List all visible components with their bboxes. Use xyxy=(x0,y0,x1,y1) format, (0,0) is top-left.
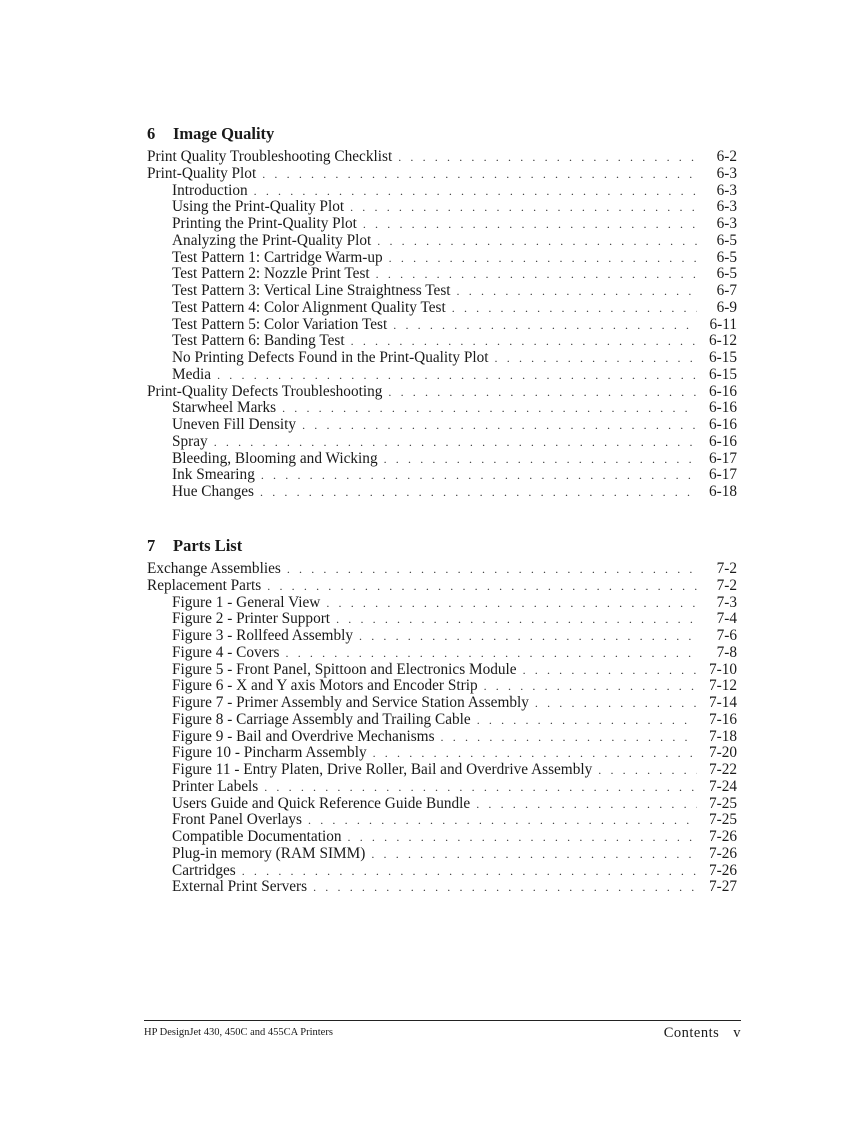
toc-entry-page: 7-3 xyxy=(716,593,737,611)
toc-entry-page: 7-18 xyxy=(708,727,737,745)
toc-entry-title: Figure 1 - General View xyxy=(172,593,321,611)
toc-entry-title: Replacement Parts xyxy=(147,576,262,594)
toc-entry[interactable] xyxy=(147,266,737,283)
toc-entry[interactable] xyxy=(147,695,737,712)
toc-entry-title: Compatible Documentation xyxy=(172,828,342,845)
toc-entry[interactable] xyxy=(147,645,737,662)
toc-entry-title: Front Panel Overlays xyxy=(172,811,303,829)
toc-entry-title: Figure 2 - Printer Support xyxy=(172,610,331,628)
toc-entry-title: Bleeding, Blooming and Wicking xyxy=(172,449,378,467)
toc-entry[interactable] xyxy=(147,796,737,813)
toc-entry[interactable] xyxy=(147,595,737,612)
dot-leader xyxy=(254,183,697,200)
toc-entry[interactable] xyxy=(147,762,737,779)
toc-entry-page: 7-26 xyxy=(708,861,737,879)
toc-section-7 xyxy=(147,536,737,896)
toc-entry[interactable] xyxy=(147,233,737,250)
toc-entry-list xyxy=(147,561,737,896)
toc-entry-title: Test Pattern 5: Color Variation Test xyxy=(172,315,388,333)
toc-entry-title: Introduction xyxy=(172,181,248,199)
toc-entry-title: Print Quality Troubleshooting Checklist xyxy=(147,148,393,165)
dot-leader xyxy=(441,729,697,746)
toc-entry-page: 6-12 xyxy=(708,332,737,350)
toc-entry-title: Using the Print-Quality Plot xyxy=(172,198,345,216)
toc-entry[interactable] xyxy=(147,300,737,317)
dot-leader xyxy=(350,199,697,216)
toc-entry-title: Figure 5 - Front Panel, Spittoon and Electronics Module xyxy=(172,660,517,678)
toc-entry[interactable] xyxy=(147,400,737,417)
toc-entry-title: Figure 3 - Rollfeed Assembly xyxy=(172,627,353,644)
toc-entry-page: 7-4 xyxy=(716,610,737,628)
toc-entry-page: 7-16 xyxy=(708,710,737,728)
toc-entry-page: 6-15 xyxy=(708,365,737,383)
toc-entry-page: 7-2 xyxy=(716,576,737,594)
toc-entry[interactable] xyxy=(147,317,737,334)
toc-entry-page: 7-26 xyxy=(708,828,737,845)
toc-entry-page: 7-14 xyxy=(708,694,737,711)
toc-entry-page: 7-12 xyxy=(708,677,737,695)
footer-page-label xyxy=(664,1025,741,1042)
dot-leader xyxy=(371,846,697,863)
toc-entry[interactable] xyxy=(147,745,737,762)
toc-entry-title: Figure 9 - Bail and Overdrive Mechanisms xyxy=(172,727,435,745)
toc-entry[interactable] xyxy=(147,879,737,896)
toc-entry-page: 6-5 xyxy=(716,265,737,283)
toc-entry-page: 6-3 xyxy=(716,181,737,199)
section-number: 7 xyxy=(147,536,156,555)
dot-leader xyxy=(348,829,697,846)
toc-entry-page: 7-8 xyxy=(716,643,737,661)
toc-entry[interactable] xyxy=(147,384,737,401)
toc-entry-page: 7-6 xyxy=(716,627,737,644)
toc-entry-title: Print-Quality Defects Troubleshooting xyxy=(147,382,383,400)
toc-entry-title: Print-Quality Plot xyxy=(147,164,257,182)
toc-entry-title: Media xyxy=(172,365,212,383)
toc-entry[interactable] xyxy=(147,199,737,216)
toc-entry-title: Test Pattern 1: Cartridge Warm-up xyxy=(172,248,383,266)
toc-entry-page: 6-5 xyxy=(716,231,737,249)
dot-leader xyxy=(457,283,697,300)
dot-leader xyxy=(302,417,697,434)
toc-entry-title: Uneven Fill Density xyxy=(172,416,297,433)
toc-entry[interactable] xyxy=(147,149,737,166)
toc-entry-page: 7-27 xyxy=(708,878,737,896)
footer-divider xyxy=(144,1020,741,1021)
toc-entry[interactable] xyxy=(147,779,737,796)
toc-entry-page: 7-10 xyxy=(708,660,737,678)
dot-leader xyxy=(598,762,697,779)
toc-entry[interactable] xyxy=(147,166,737,183)
toc-entry[interactable] xyxy=(147,611,737,628)
toc-entry[interactable] xyxy=(147,484,737,501)
toc-entry[interactable] xyxy=(147,578,737,595)
dot-leader xyxy=(326,595,697,612)
toc-entry-title: Test Pattern 2: Nozzle Print Test xyxy=(172,265,370,283)
toc-entry-title: Printer Labels xyxy=(172,777,259,795)
dot-leader xyxy=(282,400,697,417)
toc-entry-title: Starwheel Marks xyxy=(172,399,277,417)
section-number: 6 xyxy=(147,124,156,143)
toc-entry-page: 6-16 xyxy=(708,432,737,450)
dot-leader xyxy=(398,149,697,166)
dot-leader xyxy=(267,578,697,595)
dot-leader xyxy=(264,779,697,796)
toc-entry-page: 7-22 xyxy=(708,761,737,778)
toc-entry-page: 7-24 xyxy=(708,777,737,795)
toc-entry-page: 7-2 xyxy=(716,560,737,577)
toc-entry-list xyxy=(147,149,737,501)
toc-entry-title: Test Pattern 4: Color Alignment Quality Test xyxy=(172,298,446,316)
dot-leader xyxy=(308,812,697,829)
footer-document-title: HP DesignJet 430, 450C and 455CA Printers xyxy=(144,1027,333,1038)
dot-leader xyxy=(389,250,697,267)
toc-entry-page: 7-25 xyxy=(708,794,737,812)
toc-entry-page: 6-9 xyxy=(716,298,737,316)
dot-leader xyxy=(214,434,697,451)
toc-entry-title: Analyzing the Print-Quality Plot xyxy=(172,231,372,249)
toc-entry-page: 6-16 xyxy=(708,399,737,417)
dot-leader xyxy=(477,712,697,729)
toc-entry[interactable] xyxy=(147,434,737,451)
toc-entry-page: 6-17 xyxy=(708,449,737,467)
toc-entry-title: Figure 10 - Pincharm Assembly xyxy=(172,744,367,762)
dot-leader xyxy=(393,317,697,334)
toc-entry-title: Figure 8 - Carriage Assembly and Trailing Cable xyxy=(172,710,471,728)
toc-entry[interactable] xyxy=(147,250,737,267)
dot-leader xyxy=(373,745,697,762)
toc-entry[interactable] xyxy=(147,283,737,300)
dot-leader xyxy=(495,350,697,367)
dot-leader xyxy=(351,333,697,350)
toc-entry[interactable] xyxy=(147,678,737,695)
toc-entry[interactable] xyxy=(147,451,737,468)
toc-entry-page: 6-3 xyxy=(716,164,737,182)
footer-page-number: v xyxy=(733,1025,741,1041)
toc-entry[interactable] xyxy=(147,812,737,829)
dot-leader xyxy=(217,367,697,384)
toc-entry-page: 6-2 xyxy=(716,148,737,165)
toc-entry-page: 6-7 xyxy=(716,282,737,299)
toc-entry[interactable] xyxy=(147,216,737,233)
toc-section-6 xyxy=(147,124,737,501)
toc-entry-title: Test Pattern 3: Vertical Line Straightness Test xyxy=(172,282,451,299)
dot-leader xyxy=(262,166,697,183)
toc-entry-page: 6-16 xyxy=(708,416,737,433)
dot-leader xyxy=(313,879,697,896)
dot-leader xyxy=(452,300,697,317)
toc-entry-title: External Print Servers xyxy=(172,878,308,896)
toc-entry-title: Figure 4 - Covers xyxy=(172,643,280,661)
toc-entry-title: Exchange Assemblies xyxy=(147,560,281,577)
toc-entry-page: 6-15 xyxy=(708,349,737,366)
toc-entry-page: 6-16 xyxy=(708,382,737,400)
toc-entry[interactable] xyxy=(147,863,737,880)
toc-entry-title: Ink Smearing xyxy=(172,466,255,484)
toc-entry-page: 6-18 xyxy=(708,483,737,500)
toc-entry[interactable] xyxy=(147,333,737,350)
toc-entry-page: 6-5 xyxy=(716,248,737,266)
dot-leader xyxy=(261,467,697,484)
toc-entry-title: Spray xyxy=(172,432,208,450)
toc-entry-page: 7-25 xyxy=(708,811,737,829)
toc-entry[interactable] xyxy=(147,561,737,578)
toc-entry-title: Figure 6 - X and Y axis Motors and Encoder Strip xyxy=(172,677,478,695)
dot-leader xyxy=(535,695,697,712)
toc-entry[interactable] xyxy=(147,367,737,384)
toc-entry-title: Figure 7 - Primer Assembly and Service Station Assembly xyxy=(172,694,529,711)
section-heading xyxy=(147,124,737,146)
toc-entry-page: 6-3 xyxy=(716,198,737,216)
dot-leader xyxy=(336,611,697,628)
toc-entry-page: 7-26 xyxy=(708,844,737,862)
toc-entry-page: 6-11 xyxy=(709,315,737,333)
toc-entry-title: Figure 11 - Entry Platen, Drive Roller, Bail and Overdrive Assembly xyxy=(172,761,593,778)
toc-entry[interactable] xyxy=(147,662,737,679)
toc-entry-page: 7-20 xyxy=(708,744,737,762)
dot-leader xyxy=(476,796,697,813)
section-title: Image Quality xyxy=(173,124,275,143)
toc-entry-page: 6-3 xyxy=(716,215,737,232)
toc-entry-page: 6-17 xyxy=(708,466,737,484)
toc-entry-title: Users Guide and Quick Reference Guide Bundle xyxy=(172,794,471,812)
dot-leader xyxy=(523,662,697,679)
toc-entry-title: Plug-in memory (RAM SIMM) xyxy=(172,844,366,862)
toc-entry-title: Cartridges xyxy=(172,861,236,879)
toc-entry[interactable] xyxy=(147,729,737,746)
toc-entry[interactable] xyxy=(147,846,737,863)
dot-leader xyxy=(484,678,697,695)
dot-leader xyxy=(377,233,697,250)
dot-leader xyxy=(359,628,697,645)
dot-leader xyxy=(286,645,698,662)
section-heading xyxy=(147,536,737,558)
toc-entry-title: Test Pattern 6: Banding Test xyxy=(172,332,345,350)
toc-entry[interactable] xyxy=(147,467,737,484)
toc-entry[interactable] xyxy=(147,350,737,367)
toc-entry[interactable] xyxy=(147,712,737,729)
toc-entry-title: Printing the Print-Quality Plot xyxy=(172,215,357,232)
dot-leader xyxy=(384,451,697,468)
toc-entry[interactable] xyxy=(147,628,737,645)
toc-entry-title: No Printing Defects Found in the Print-Quality Plot xyxy=(172,349,489,366)
toc-entry[interactable] xyxy=(147,183,737,200)
dot-leader xyxy=(376,266,697,283)
toc-entry[interactable] xyxy=(147,417,737,434)
dot-leader xyxy=(388,384,697,401)
toc-entry[interactable] xyxy=(147,829,737,846)
dot-leader xyxy=(287,561,697,578)
section-title: Parts List xyxy=(173,536,243,555)
toc-entry-title: Hue Changes xyxy=(172,483,254,500)
dot-leader xyxy=(363,216,697,233)
dot-leader xyxy=(260,484,697,501)
footer-contents-label: Contents xyxy=(663,1025,720,1041)
dot-leader xyxy=(242,863,697,880)
